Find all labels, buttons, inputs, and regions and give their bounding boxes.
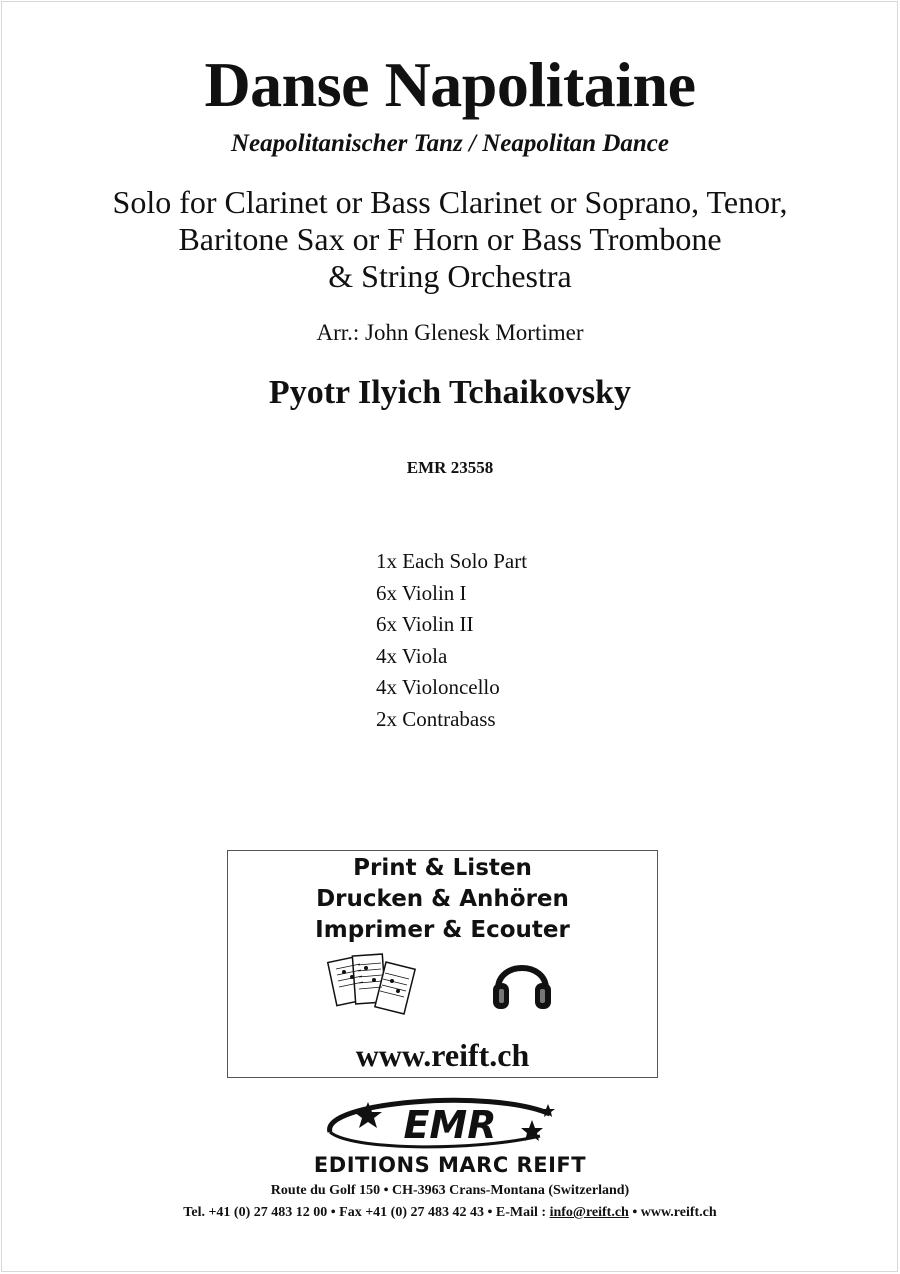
promo-line: Imprimer & Ecouter bbox=[315, 917, 570, 943]
instrumentation-line: Baritone Sax or F Horn or Bass Trombone bbox=[178, 221, 722, 257]
promo-line: Drucken & Anhören bbox=[316, 886, 569, 912]
part-item: 1x Each Solo Part bbox=[376, 549, 528, 573]
part-item: 6x Violin II bbox=[376, 612, 474, 637]
part-item: 4x Viola bbox=[376, 643, 448, 668]
publisher-address: Route du Golf 150 • CH-3963 Crans-Montana (Switzerland) bbox=[270, 1183, 630, 1198]
page-title: Danse Napolitaine bbox=[204, 49, 696, 120]
print-listen-box bbox=[227, 850, 658, 1078]
arranger: Arr.: John Glenesk Mortimer bbox=[316, 320, 584, 345]
contact-phone-fax: Tel. +41 (0) 27 483 12 00 • Fax +41 (0) 27 483 42 43 • E-Mail : bbox=[183, 1205, 550, 1220]
headphones-icon bbox=[490, 949, 554, 1015]
logo-text: EMR bbox=[403, 1103, 497, 1147]
composer: Pyotr Ilyich Tchaikovsky bbox=[268, 374, 632, 411]
instrumentation-line: Solo for Clarinet or Bass Clarinet or Soprano, Tenor, bbox=[112, 184, 788, 220]
promo-url[interactable]: www.reift.ch bbox=[355, 1037, 530, 1073]
sheet-music-icon bbox=[324, 951, 424, 1023]
promo-line: Print & Listen bbox=[353, 855, 532, 881]
part-item: 4x Violoncello bbox=[376, 675, 500, 700]
instrumentation-line: & String Orchestra bbox=[328, 258, 572, 294]
part-item: 2x Contrabass bbox=[376, 706, 496, 731]
instrumentation bbox=[0, 184, 900, 295]
part-item: 6x Violin I bbox=[376, 580, 467, 605]
catalog-number: EMR 23558 bbox=[406, 458, 494, 477]
publisher-contact bbox=[0, 1205, 900, 1221]
parts-list bbox=[376, 546, 527, 736]
email-link[interactable]: info@reift.ch bbox=[549, 1205, 629, 1220]
page-subtitle: Neapolitanischer Tanz / Neapolitan Dance bbox=[231, 130, 669, 157]
contact-website: • www.reift.ch bbox=[628, 1205, 717, 1220]
publisher-name: EDITIONS MARC REIFT bbox=[313, 1153, 587, 1177]
emr-logo bbox=[310, 1092, 590, 1154]
